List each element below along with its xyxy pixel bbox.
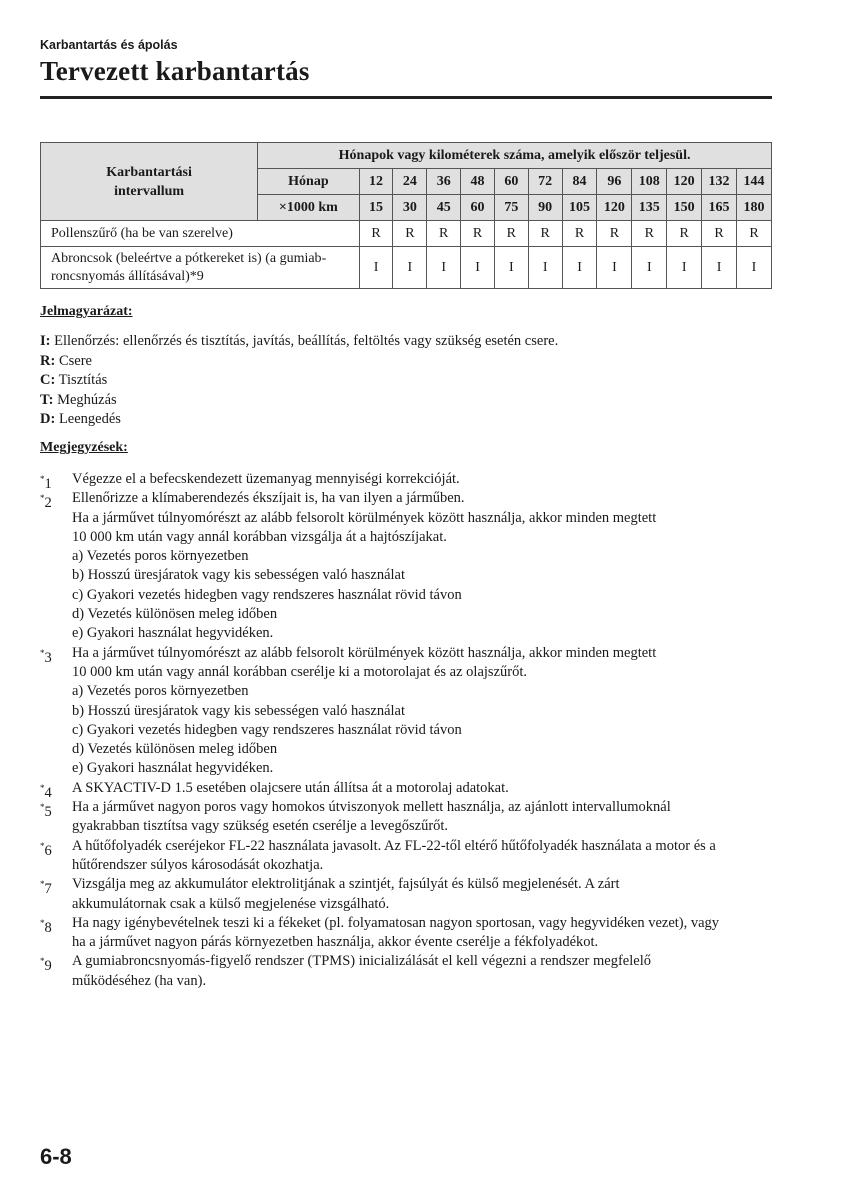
note-marker: *8 — [40, 917, 52, 936]
note-line: 10 000 km után vagy annál korábban cserélje ki a motorolajat és az olajszűrőt. — [72, 663, 527, 680]
note-line: Végezze el a befecskendezett üzemanyag mennyiségi korrekcióját. — [72, 471, 460, 487]
legend-text: Ellenőrzés: ellenőrzés és tisztítás, javítás, beállítás, feltöltés vagy szükség esetén csere. — [50, 333, 559, 349]
row-cell: R — [702, 221, 737, 247]
note-item — [40, 798, 775, 837]
note-line: d) Vezetés különösen meleg időben — [72, 741, 278, 758]
km-value: 150 — [667, 195, 702, 221]
row-cell: I — [528, 247, 562, 289]
legend-heading: Jelmagyarázat: — [40, 304, 133, 319]
month-value: 84 — [562, 169, 597, 195]
note-line: e) Gyakori használat hegyvidéken. — [72, 625, 274, 642]
legend-text: Leengedés — [55, 411, 121, 427]
km-value: 165 — [702, 195, 737, 221]
km-value: 45 — [427, 195, 461, 221]
km-value: 180 — [736, 195, 771, 221]
note-marker: *9 — [40, 956, 52, 975]
month-label: Hónap — [258, 169, 359, 195]
km-value: 15 — [359, 195, 393, 221]
note-item — [40, 875, 775, 914]
note-item — [40, 470, 775, 492]
row-cell: I — [736, 247, 771, 289]
page-title: Tervezett karbantartás — [40, 56, 310, 86]
page-number: 6-8 — [40, 1144, 72, 1169]
table-row — [41, 221, 772, 247]
notes-list — [40, 470, 775, 991]
note-line: c) Gyakori vezetés hidegben vagy rendszeres használat rövid távon — [72, 586, 462, 603]
note-marker: *2 — [40, 493, 52, 512]
month-value: 108 — [632, 169, 667, 195]
title-divider — [40, 96, 772, 99]
row-cell: I — [393, 247, 427, 289]
note-line: b) Hosszú üresjáratok vagy kis sebességen való használat — [72, 567, 405, 584]
month-value: 36 — [427, 169, 461, 195]
row-cell: R — [359, 221, 393, 247]
interval-label: Karbantartási intervallum — [106, 164, 192, 199]
row-cell: R — [597, 221, 632, 247]
note-line: e) Gyakori használat hegyvidéken. — [72, 760, 274, 777]
legend-text: Tisztítás — [55, 372, 108, 388]
note-line: a) Vezetés poros környezetben — [72, 683, 249, 700]
legend-key: C: — [40, 372, 56, 388]
row-cell: I — [667, 247, 702, 289]
note-line: Vizsgálja meg az akkumulátor elektrolitjának a szintjét, fajsúlyát és külső megjelenését. A zárt — [72, 876, 620, 893]
note-line: 10 000 km után vagy annál korábban vizsgálja át a hajtószíjakat. — [72, 528, 447, 545]
note-marker: *1 — [40, 474, 52, 492]
row-cell: I — [494, 247, 528, 289]
note-line: Ha a járművet túlnyomórészt az alább felsorolt körülmények között használja, akkor minden megtett — [72, 644, 657, 661]
row-cell: R — [528, 221, 562, 247]
note-line: A SKYACTIV-D 1.5 esetében olajcsere után állítsa át a motorolaj adatokat. — [72, 779, 509, 796]
note-line: ha a járművet nagyon párás környezetben használja, akkor évente cserélje a fékfolyadékot. — [72, 934, 599, 951]
month-value: 72 — [528, 169, 562, 195]
note-line: A hűtőfolyadék cseréjekor FL-22 használata javasolt. Az FL-22-től eltérő hűtőfolyadék használata a motor és a — [72, 837, 716, 854]
note-item — [40, 644, 775, 779]
legend-text: Csere — [55, 352, 92, 369]
km-value: 30 — [393, 195, 427, 221]
note-marker: *7 — [40, 879, 52, 898]
top-header-cell — [258, 143, 772, 169]
km-value: 120 — [597, 195, 632, 221]
month-value: 60 — [494, 169, 528, 195]
month-value: 48 — [461, 169, 495, 195]
row-cell: R — [393, 221, 427, 247]
table-row — [41, 247, 772, 289]
top-header-text: Hónapok vagy kilométerek száma, amelyik először teljesül. — [338, 147, 691, 163]
row-cell: I — [632, 247, 667, 289]
note-line: Ha a járművet túlnyomórészt az alább felsorolt körülmények között használja, akkor minden megtett — [72, 509, 657, 526]
note-line: gyakrabban tisztítsa vagy szükség esetén cserélje a levegőszűrőt. — [72, 818, 449, 835]
note-item — [40, 489, 775, 643]
legend-item — [40, 410, 558, 430]
row-cell: R — [632, 221, 667, 247]
note-line: a) Vezetés poros környezetben — [72, 548, 249, 565]
note-item — [40, 837, 775, 876]
note-marker: *6 — [40, 840, 52, 859]
row-item-name: Abroncsok (beleértve a pótkereket is) (a gumiabroncsnyomás állításával)*9 — [41, 247, 360, 289]
section-label: Karbantartás és ápolás — [40, 38, 178, 52]
note-line: Ha nagy igénybevételnek teszi ki a fékeket (pl. folyamatosan nagyon sportosan, vagy hegyvidéken vezet), vagy — [72, 914, 720, 931]
note-line: A gumiabroncsnyomás-figyelő rendszer (TPMS) inicializálását el kell végezni a rendszer megfelelő — [72, 953, 651, 970]
note-item — [40, 952, 775, 991]
note-marker: *3 — [40, 647, 52, 666]
legend-key: D: — [40, 411, 56, 427]
row-cell: I — [359, 247, 393, 289]
legend-item — [40, 391, 558, 411]
row-cell: R — [667, 221, 702, 247]
row-cell: R — [494, 221, 528, 247]
maintenance-schedule-table — [40, 142, 772, 289]
note-line: akkumulátornak csak a külső megjelenése vizsgálható. — [72, 895, 390, 912]
note-line: Ellenőrizze a klímaberendezés ékszíjait is, ha van ilyen a járműben. — [72, 490, 465, 507]
note-item — [40, 779, 775, 801]
month-value: 24 — [393, 169, 427, 195]
km-value: 60 — [461, 195, 495, 221]
month-value: 132 — [702, 169, 737, 195]
km-value: 135 — [632, 195, 667, 221]
note-line: működéséhez (ha van). — [72, 972, 207, 989]
row-cell: R — [562, 221, 597, 247]
row-cell: R — [427, 221, 461, 247]
legend — [40, 332, 558, 430]
row-cell: R — [461, 221, 495, 247]
note-line: d) Vezetés különösen meleg időben — [72, 606, 278, 623]
notes-heading: Megjegyzések: — [40, 440, 128, 455]
km-value: 90 — [528, 195, 562, 221]
row-cell: I — [562, 247, 597, 289]
interval-header-cell — [41, 143, 258, 221]
row-item-name: Pollenszűrő (ha be van szerelve) — [41, 221, 360, 247]
note-marker: *5 — [40, 802, 52, 820]
note-item — [40, 914, 775, 953]
legend-text: Meghúzás — [53, 391, 117, 408]
km-value: 105 — [562, 195, 597, 221]
note-line: c) Gyakori vezetés hidegben vagy rendszeres használat rövid távon — [72, 721, 462, 738]
legend-key: T: — [40, 391, 54, 408]
month-value: 144 — [736, 169, 771, 195]
month-value: 12 — [359, 169, 393, 195]
row-cell: I — [461, 247, 495, 289]
row-cell: R — [736, 221, 771, 247]
row-cell: I — [427, 247, 461, 289]
note-line: hűtőrendszer súlyos károsodását okozhatja. — [72, 856, 324, 873]
legend-item — [40, 371, 558, 391]
row-cell: I — [597, 247, 632, 289]
km-label: ×1000 km — [258, 195, 359, 221]
note-line: b) Hosszú üresjáratok vagy kis sebességen való használat — [72, 702, 405, 719]
legend-key: R: — [40, 352, 56, 369]
km-value: 75 — [494, 195, 528, 221]
legend-item — [40, 332, 558, 352]
month-value: 96 — [597, 169, 632, 195]
row-cell: I — [702, 247, 737, 289]
legend-key: I: — [40, 333, 51, 349]
note-line: Ha a járművet nagyon poros vagy homokos útviszonyok mellett használja, az ajánlott intervallumoknál — [72, 799, 671, 816]
legend-item — [40, 352, 558, 372]
note-marker: *4 — [40, 782, 52, 801]
month-value: 120 — [667, 169, 702, 195]
